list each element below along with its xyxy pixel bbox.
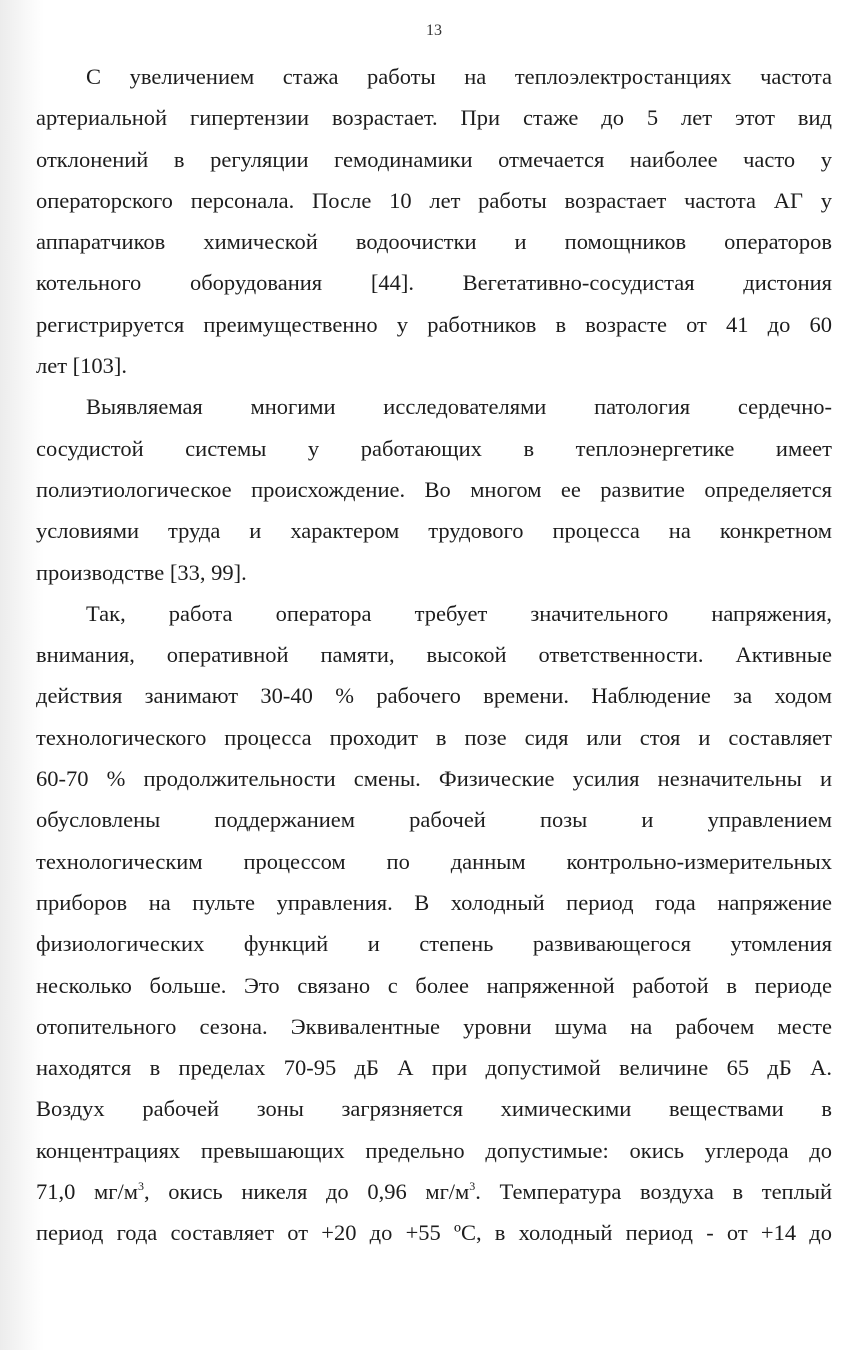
text-line: Воздух рабочей зоны загрязняется химическими веществами в [36,1096,832,1122]
text-line: период года составляет от +20 до +55 ºС, в холодный период - от +14 до [36,1220,832,1246]
text-line: производстве [33, 99]. [36,559,247,585]
document-body [36,56,832,1254]
text-line: С увеличением стажа работы на теплоэлектростанциях частота [86,64,832,89]
text-line-with-superscripts [36,1171,832,1212]
text-line: артериальной гипертензии возрастает. При стаже до 5 лет этот вид [36,105,832,131]
text-line: Так, работа оператора требует значительного напряжения, [86,600,832,626]
text-line: 60-70 % продолжительности смены. Физические усилия незначительны и [36,766,832,792]
text-line: отопительного сезона. Эквивалентные уровни шума на рабочем месте [36,1013,832,1039]
text-line: сосудистой системы у работающих в теплоэнергетике имеет [36,435,832,461]
text-line: полиэтиологическое происхождение. Во многом ее развитие определяется [36,476,832,502]
text-line: отклонений в регуляции гемодинамики отмечается наиболее часто у [36,146,832,172]
text-line: регистрируется преимущественно у работников в возрасте от 41 до 60 [36,311,832,337]
text-line: Выявляемая многими исследователями патология сердечно- [86,394,832,420]
text-line: операторского персонала. После 10 лет работы возрастает частота АГ у [36,187,832,213]
text-segment: . Температура воздуха в теплый [475,1179,832,1205]
text-line: технологическим процессом по данным контрольно-измерительных [36,848,832,874]
paragraph-2 [36,386,832,592]
text-line: аппаратчиков химической водоочистки и помощников операторов [36,229,832,255]
text-line: находятся в пределах 70-95 дБ А при допустимой величине 65 дБ А. [36,1055,832,1081]
text-line: обусловлены поддержанием рабочей позы и управлением [36,807,832,833]
text-segment: 71,0 мг/м [36,1179,138,1205]
text-line: котельного оборудования [44]. Вегетативно-сосудистая дистония [36,270,832,296]
superscript: 3 [137,1179,144,1194]
text-line: внимания, оперативной памяти, высокой ответственности. Активные [36,642,832,668]
text-line: лет [103]. [36,353,128,379]
text-line: концентрациях превышающих предельно допустимые: окись углерода до [36,1137,832,1163]
text-line: несколько больше. Это связано с более напряженной работой в периоде [36,972,832,998]
text-line: действия занимают 30-40 % рабочего времени. Наблюдение за ходом [36,683,832,709]
text-segment: , окись никеля до 0,96 мг/м [143,1179,470,1205]
paragraph-1 [36,56,832,386]
text-line: технологического процесса проходит в позе сидя или стоя и составляет [36,724,832,750]
text-line: физиологических функций и степень развивающегося утомления [36,931,832,957]
page-number: 13 [426,22,442,39]
text-line: приборов на пульте управления. В холодный период года напряжение [36,889,832,915]
text-line: условиями труда и характером трудового процесса на конкретном [36,518,832,544]
superscript: 3 [469,1179,476,1194]
paragraph-3 [36,593,832,1254]
